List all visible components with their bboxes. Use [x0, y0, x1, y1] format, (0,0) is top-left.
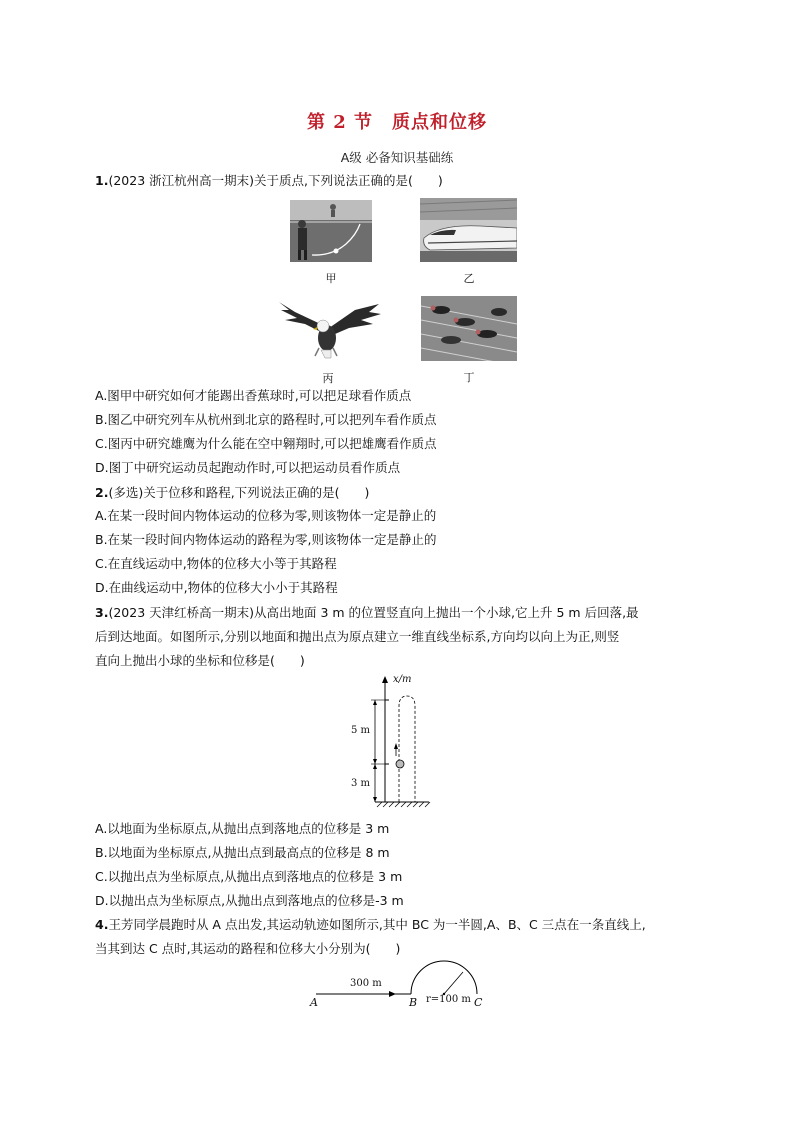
- caption-ding: 丁: [463, 371, 475, 384]
- q1-stem: (2023 浙江杭州高一期末)关于质点,下列说法正确的是( ): [108, 173, 443, 188]
- q4-stem-1: 王芳同学晨跑时从 A 点出发,其运动轨迹如图所示,其中 BC 为一半圆,A、B、C 三点在一条直线上,: [108, 917, 646, 932]
- q4-point-c: C: [474, 996, 483, 1009]
- caption-bing: 丙: [322, 372, 334, 385]
- q1-stem-line: [95, 172, 443, 190]
- q3-figure: [351, 674, 445, 812]
- q2-option-d: D.在曲线运动中,物体的位移大小小于其路程: [95, 580, 338, 595]
- q1-option-c: C.图丙中研究雄鹰为什么能在空中翱翔时,可以把雄鹰看作质点: [95, 436, 437, 451]
- q3-stem-line-1: [95, 604, 639, 622]
- football-photo: [290, 200, 372, 262]
- train-photo: [420, 198, 517, 262]
- q4-number: 4.: [95, 917, 109, 932]
- q2-option-c: C.在直线运动中,物体的位移大小等于其路程: [95, 556, 337, 571]
- q2-stem-line: [95, 484, 369, 502]
- q4-point-a: A: [310, 996, 318, 1009]
- q4-stem-line-1: [95, 916, 646, 934]
- q2-number: 2.: [95, 485, 109, 500]
- q1-number: 1.: [95, 173, 109, 188]
- q2-option-a: A.在某一段时间内物体运动的位移为零,则该物体一定是静止的: [95, 508, 437, 523]
- q3-axis-label: x/m: [393, 674, 412, 685]
- q3-stem-line-2: 后到达地面。如图所示,分别以地面和抛出点为原点建立一维直线坐标系,方向均以向上为正,则竖: [95, 629, 620, 644]
- q3-option-d: D.以抛出点为坐标原点,从抛出点到落地点的位移是-3 m: [95, 893, 404, 908]
- caption-jia: 甲: [325, 272, 337, 285]
- q1-option-d: D.图丁中研究运动员起跑动作时,可以把运动员看作质点: [95, 460, 401, 475]
- q3-option-c: C.以抛出点为坐标原点,从抛出点到落地点的位移是 3 m: [95, 869, 403, 884]
- q3-label-3m: 3 m: [351, 778, 371, 789]
- q3-stem-1: (2023 天津红桥高一期末)从高出地面 3 m 的位置竖直向上抛出一个小球,它上升 5 m 后回落,最: [108, 605, 639, 620]
- page-title: 第 2 节 质点和位移: [306, 112, 488, 133]
- q3-option-a: A.以地面为坐标原点,从抛出点到落地点的位移是 3 m: [95, 821, 390, 836]
- q2-stem: (多选)关于位移和路程,下列说法正确的是( ): [108, 485, 370, 500]
- eagle-photo: [275, 298, 383, 362]
- q3-option-b: B.以地面为坐标原点,从抛出点到最高点的位移是 8 m: [95, 845, 390, 860]
- q1-option-a: A.图甲中研究如何才能踢出香蕉球时,可以把足球看作质点: [95, 388, 412, 403]
- sprinters-photo: [421, 296, 517, 361]
- section-subtitle: A级 必备知识基础练: [340, 150, 454, 165]
- q2-option-b: B.在某一段时间内物体运动的路程为零,则该物体一定是静止的: [95, 532, 437, 547]
- q4-stem-line-2: 当其到达 C 点时,其运动的路程和位移大小分别为( ): [95, 941, 401, 956]
- q3-stem-line-3: 直向上抛出小球的坐标和位移是( ): [95, 653, 305, 668]
- caption-yi: 乙: [463, 272, 475, 285]
- q4-label-300m: 300 m: [350, 978, 382, 989]
- q3-number: 3.: [95, 605, 109, 620]
- q3-label-5m: 5 m: [351, 725, 371, 736]
- q4-radius-label: r=100 m: [426, 994, 471, 1005]
- q4-point-b: B: [409, 996, 418, 1009]
- q1-option-b: B.图乙中研究列车从杭州到北京的路程时,可以把列车看作质点: [95, 412, 437, 427]
- q4-figure: [308, 958, 498, 1010]
